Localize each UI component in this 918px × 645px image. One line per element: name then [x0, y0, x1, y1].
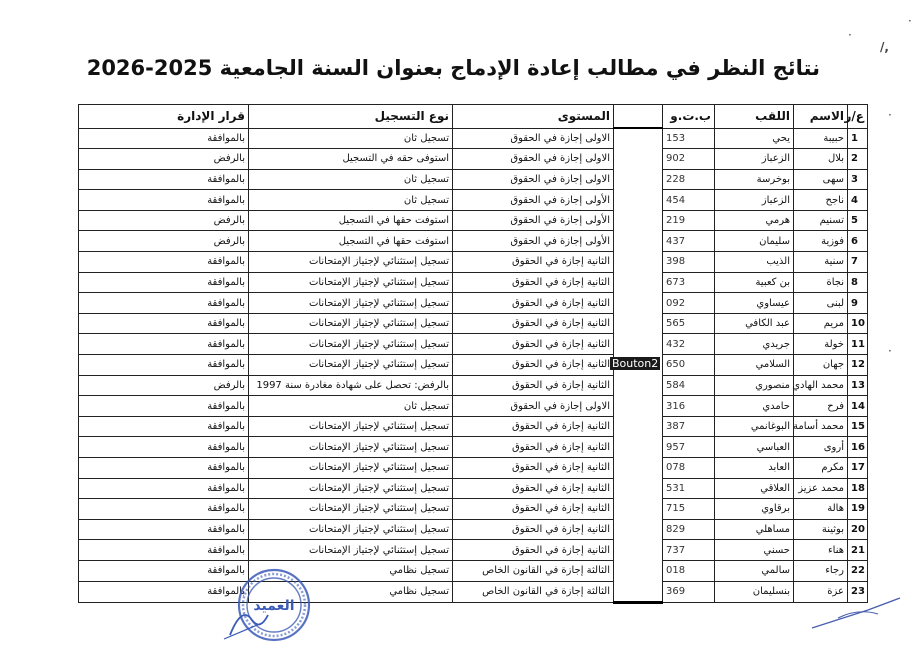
row-number: 15 — [848, 416, 868, 437]
code-cell: 584 — [663, 375, 715, 396]
signature-mark — [808, 588, 908, 634]
decision-cell: بالموافقة — [79, 437, 249, 458]
masked-cell — [614, 169, 663, 190]
code-cell: 902 — [663, 149, 715, 170]
level-cell: الاولى إجازة في الحقوق — [453, 128, 614, 149]
table-row — [79, 396, 868, 417]
registration-type-cell: تسجيل نظامي — [249, 581, 453, 602]
level-cell: الثانية إجازة في الحقوق — [453, 478, 614, 499]
registration-type-cell: استوفت حقها في التسجيل — [249, 210, 453, 231]
last-name-cell: عبد الكافي — [715, 313, 794, 334]
decision-cell: بالموافقة — [79, 458, 249, 479]
first-name-cell: أروى — [794, 437, 848, 458]
first-name-cell: بلال — [794, 149, 848, 170]
level-cell: الثانية إجازة في الحقوق — [453, 355, 614, 376]
row-number: 5 — [848, 210, 868, 231]
level-cell: الثانية إجازة في الحقوق — [453, 519, 614, 540]
registration-type-cell: تسجيل إستثنائي لإجتياز الإمتحانات — [249, 355, 453, 376]
table-row — [79, 252, 868, 273]
row-number: 11 — [848, 334, 868, 355]
registration-type-cell: استوفى حقه في التسجيل — [249, 149, 453, 170]
code-cell: 092 — [663, 293, 715, 314]
table-row — [79, 458, 868, 479]
first-name-cell: مكرم — [794, 458, 848, 479]
last-name-cell: جريدي — [715, 334, 794, 355]
row-number: 14 — [848, 396, 868, 417]
level-cell: الثانية إجازة في الحقوق — [453, 458, 614, 479]
code-cell: 715 — [663, 499, 715, 520]
results-table — [78, 104, 868, 604]
decision-cell: بالموافقة — [79, 190, 249, 211]
level-cell: الثالثة إجازة في القانون الخاص — [453, 560, 614, 581]
registration-type-cell: تسجيل ثان — [249, 169, 453, 190]
table-row — [79, 272, 868, 293]
table-row — [79, 149, 868, 170]
registration-type-cell: تسجيل ثان — [249, 190, 453, 211]
registration-type-cell: تسجيل إستثنائي لإجتياز الإمتحانات — [249, 252, 453, 273]
registration-type-cell: تسجيل إستثنائي لإجتياز الإمتحانات — [249, 334, 453, 355]
last-name-cell: الزعباز — [715, 190, 794, 211]
first-name-cell: سهى — [794, 169, 848, 190]
document-title: نتائج النظر في مطالب إعادة الإدماج بعنوان السنة الجامعية 2025-2026 — [86, 56, 820, 80]
last-name-cell: الزعباز — [715, 149, 794, 170]
first-name-cell: تسنيم — [794, 210, 848, 231]
table-row — [79, 540, 868, 561]
decision-cell: بالموافقة — [79, 334, 249, 355]
row-number: 6 — [848, 231, 868, 252]
decision-cell: بالموافقة — [79, 581, 249, 602]
table-row — [79, 169, 868, 190]
first-name-cell: رجاء — [794, 560, 848, 581]
decision-cell: بالرفض — [79, 149, 249, 170]
decision-cell: بالرفض — [79, 375, 249, 396]
first-name-cell: فرح — [794, 396, 848, 417]
row-number: 1 — [848, 128, 868, 149]
row-number: 21 — [848, 540, 868, 561]
header-decision: قرار الإدارة — [79, 105, 249, 129]
level-cell: الثانية إجازة في الحقوق — [453, 540, 614, 561]
decision-cell: بالموافقة — [79, 540, 249, 561]
scan-dot: · — [908, 14, 912, 28]
decision-cell: بالرفض — [79, 210, 249, 231]
decision-cell: بالموافقة — [79, 272, 249, 293]
first-name-cell: عزة — [794, 581, 848, 602]
header-first-name: الاسم — [794, 105, 848, 129]
row-number: 9 — [848, 293, 868, 314]
official-stamp — [222, 565, 310, 643]
code-cell: 531 — [663, 478, 715, 499]
row-number: 8 — [848, 272, 868, 293]
masked-cell — [614, 231, 663, 252]
decision-cell: بالموافقة — [79, 313, 249, 334]
level-cell: الاولى إجازة في الحقوق — [453, 149, 614, 170]
first-name-cell: محمد عزيز — [794, 478, 848, 499]
table-header-row — [79, 105, 868, 129]
table-row — [79, 231, 868, 252]
decision-cell: بالموافقة — [79, 169, 249, 190]
decision-cell: بالموافقة — [79, 519, 249, 540]
decision-cell: بالموافقة — [79, 128, 249, 149]
masked-cell — [614, 128, 663, 149]
code-cell: 437 — [663, 231, 715, 252]
first-name-cell: هالة — [794, 499, 848, 520]
decision-cell: بالموافقة — [79, 499, 249, 520]
row-number: 13 — [848, 375, 868, 396]
code-cell: 316 — [663, 396, 715, 417]
level-cell: الثانية إجازة في الحقوق — [453, 499, 614, 520]
level-cell: الثانية إجازة في الحقوق — [453, 334, 614, 355]
last-name-cell: هرمي — [715, 210, 794, 231]
masked-cell — [614, 499, 663, 520]
last-name-cell: السلامي — [715, 355, 794, 376]
table-row — [79, 581, 868, 602]
first-name-cell: خولة — [794, 334, 848, 355]
registration-type-cell: تسجيل إستثنائي لإجتياز الإمتحانات — [249, 437, 453, 458]
row-number: 4 — [848, 190, 868, 211]
code-cell: 398 — [663, 252, 715, 273]
header-last-name: اللقب — [715, 105, 794, 129]
table-row — [79, 128, 868, 149]
code-cell: 153 — [663, 128, 715, 149]
masked-cell — [614, 560, 663, 581]
first-name-cell: هناء — [794, 540, 848, 561]
first-name-cell: بوثينة — [794, 519, 848, 540]
code-cell: 673 — [663, 272, 715, 293]
header-num: ع/ر — [848, 105, 868, 129]
code-cell: 957 — [663, 437, 715, 458]
row-number: 19 — [848, 499, 868, 520]
registration-type-cell: استوفت حقها في التسجيل — [249, 231, 453, 252]
stamp-text: العميد — [253, 598, 295, 614]
first-name-cell: حبيبة — [794, 128, 848, 149]
code-cell: 432 — [663, 334, 715, 355]
masked-cell — [614, 272, 663, 293]
table-row — [79, 519, 868, 540]
decision-cell: بالموافقة — [79, 396, 249, 417]
row-number: 12 — [848, 355, 868, 376]
last-name-cell: بن كعبية — [715, 272, 794, 293]
decision-cell: بالموافقة — [79, 252, 249, 273]
code-cell: 565 — [663, 313, 715, 334]
masked-cell — [614, 334, 663, 355]
first-name-cell: سنية — [794, 252, 848, 273]
row-number: 17 — [848, 458, 868, 479]
masked-cell — [614, 540, 663, 561]
table-row — [79, 375, 868, 396]
registration-type-cell: تسجيل ثان — [249, 128, 453, 149]
decision-cell: بالموافقة — [79, 293, 249, 314]
last-name-cell: سالمي — [715, 560, 794, 581]
code-cell: 078 — [663, 458, 715, 479]
first-name-cell: ناجح — [794, 190, 848, 211]
table-row — [79, 478, 868, 499]
level-cell: الثانية إجازة في الحقوق — [453, 272, 614, 293]
last-name-cell: العابد — [715, 458, 794, 479]
masked-cell — [614, 190, 663, 211]
masked-cell — [614, 375, 663, 396]
masked-cell — [614, 519, 663, 540]
level-cell: الثانية إجازة في الحقوق — [453, 437, 614, 458]
row-number: 7 — [848, 252, 868, 273]
registration-type-cell: تسجيل إستثنائي لإجتياز الإمتحانات — [249, 293, 453, 314]
last-name-cell: برقاوي — [715, 499, 794, 520]
first-name-cell: نجاة — [794, 272, 848, 293]
level-cell: الأولى إجازة في الحقوق — [453, 231, 614, 252]
table-row — [79, 416, 868, 437]
last-name-cell: منصوري — [715, 375, 794, 396]
first-name-cell: محمد أسامة — [794, 416, 848, 437]
decision-cell: بالموافقة — [79, 416, 249, 437]
table-row — [79, 560, 868, 581]
decision-cell: بالموافقة — [79, 355, 249, 376]
registration-type-cell: تسجيل إستثنائي لإجتياز الإمتحانات — [249, 478, 453, 499]
last-name-cell: بنسليمان — [715, 581, 794, 602]
registration-type-cell: تسجيل إستثنائي لإجتياز الإمتحانات — [249, 458, 453, 479]
row-number: 20 — [848, 519, 868, 540]
registration-type-cell: تسجيل إستثنائي لإجتياز الإمتحانات — [249, 540, 453, 561]
row-number: 18 — [848, 478, 868, 499]
registration-type-cell: تسجيل إستثنائي لإجتياز الإمتحانات — [249, 416, 453, 437]
masked-cell — [614, 149, 663, 170]
masked-cell — [614, 252, 663, 273]
level-cell: الاولى إجازة في الحقوق — [453, 396, 614, 417]
code-cell: 018 — [663, 560, 715, 581]
scan-dot: · — [888, 344, 892, 358]
registration-type-cell: تسجيل إستثنائي لإجتياز الإمتحانات — [249, 519, 453, 540]
last-name-cell: حسني — [715, 540, 794, 561]
masked-cell — [614, 313, 663, 334]
last-name-cell: بوخرسة — [715, 169, 794, 190]
header-level: المستوى — [453, 105, 614, 129]
first-name-cell: فوزية — [794, 231, 848, 252]
last-name-cell: الذيب — [715, 252, 794, 273]
table-row — [79, 334, 868, 355]
table-row — [79, 210, 868, 231]
code-cell: 454 — [663, 190, 715, 211]
table-row — [79, 499, 868, 520]
row-number: 3 — [848, 169, 868, 190]
masked-cell — [614, 437, 663, 458]
last-name-cell: مساهلي — [715, 519, 794, 540]
masked-cell — [614, 293, 663, 314]
row-number: 23 — [848, 581, 868, 602]
level-cell: الأولى إجازة في الحقوق — [453, 210, 614, 231]
row-number: 22 — [848, 560, 868, 581]
code-cell: 650 — [663, 355, 715, 376]
last-name-cell: العباسي — [715, 437, 794, 458]
scan-dot: · — [888, 108, 892, 122]
table-row — [79, 313, 868, 334]
header-registration: نوع التسجيل — [249, 105, 453, 129]
level-cell: الاولى إجازة في الحقوق — [453, 169, 614, 190]
row-number: 16 — [848, 437, 868, 458]
level-cell: الثانية إجازة في الحقوق — [453, 252, 614, 273]
last-name-cell: حامدي — [715, 396, 794, 417]
code-cell: 829 — [663, 519, 715, 540]
table-row — [79, 293, 868, 314]
registration-type-cell: بالرفض: تحصل على شهادة مغادرة سنة 1997 — [249, 375, 453, 396]
decision-cell: بالموافقة — [79, 560, 249, 581]
row-number: 10 — [848, 313, 868, 334]
masked-cell — [614, 416, 663, 437]
registration-type-cell: تسجيل نظامي — [249, 560, 453, 581]
level-cell: الثانية إجازة في الحقوق — [453, 293, 614, 314]
table-row — [79, 437, 868, 458]
scan-dot: · — [848, 28, 852, 42]
masked-cell — [614, 458, 663, 479]
level-cell: الثانية إجازة في الحقوق — [453, 375, 614, 396]
masked-cell — [614, 355, 663, 376]
masked-cell — [614, 396, 663, 417]
masked-cell — [614, 581, 663, 602]
last-name-cell: يحي — [715, 128, 794, 149]
registration-type-cell: تسجيل ثان — [249, 396, 453, 417]
registration-type-cell: تسجيل إستثنائي لإجتياز الإمتحانات — [249, 313, 453, 334]
first-name-cell: محمد الهادي — [794, 375, 848, 396]
first-name-cell: جهان — [794, 355, 848, 376]
registration-type-cell: تسجيل إستثنائي لإجتياز الإمتحانات — [249, 499, 453, 520]
masked-cell — [614, 478, 663, 499]
code-cell: 387 — [663, 416, 715, 437]
first-name-cell: مريم — [794, 313, 848, 334]
level-cell: الثانية إجازة في الحقوق — [453, 416, 614, 437]
masked-cell — [614, 210, 663, 231]
level-cell: الثالثة إجازة في القانون الخاص — [453, 581, 614, 602]
table-row — [79, 190, 868, 211]
last-name-cell: سليمان — [715, 231, 794, 252]
level-cell: الأولى إجازة في الحقوق — [453, 190, 614, 211]
last-name-cell: البوغانمي — [715, 416, 794, 437]
code-cell: 369 — [663, 581, 715, 602]
last-name-cell: عيساوي — [715, 293, 794, 314]
row-number: 2 — [848, 149, 868, 170]
mask-label: Bouton2 — [612, 356, 659, 370]
corner-mark: /, — [880, 40, 889, 54]
decision-cell: بالموافقة — [79, 478, 249, 499]
header-code: ب.ت.و — [663, 105, 715, 129]
code-cell: 219 — [663, 210, 715, 231]
level-cell: الثانية إجازة في الحقوق — [453, 313, 614, 334]
header-masked — [614, 105, 663, 129]
decision-cell: بالرفض — [79, 231, 249, 252]
last-name-cell: العلاقي — [715, 478, 794, 499]
table-row — [79, 355, 868, 376]
code-cell: 228 — [663, 169, 715, 190]
first-name-cell: لبنى — [794, 293, 848, 314]
code-cell: 737 — [663, 540, 715, 561]
registration-type-cell: تسجيل إستثنائي لإجتياز الإمتحانات — [249, 272, 453, 293]
